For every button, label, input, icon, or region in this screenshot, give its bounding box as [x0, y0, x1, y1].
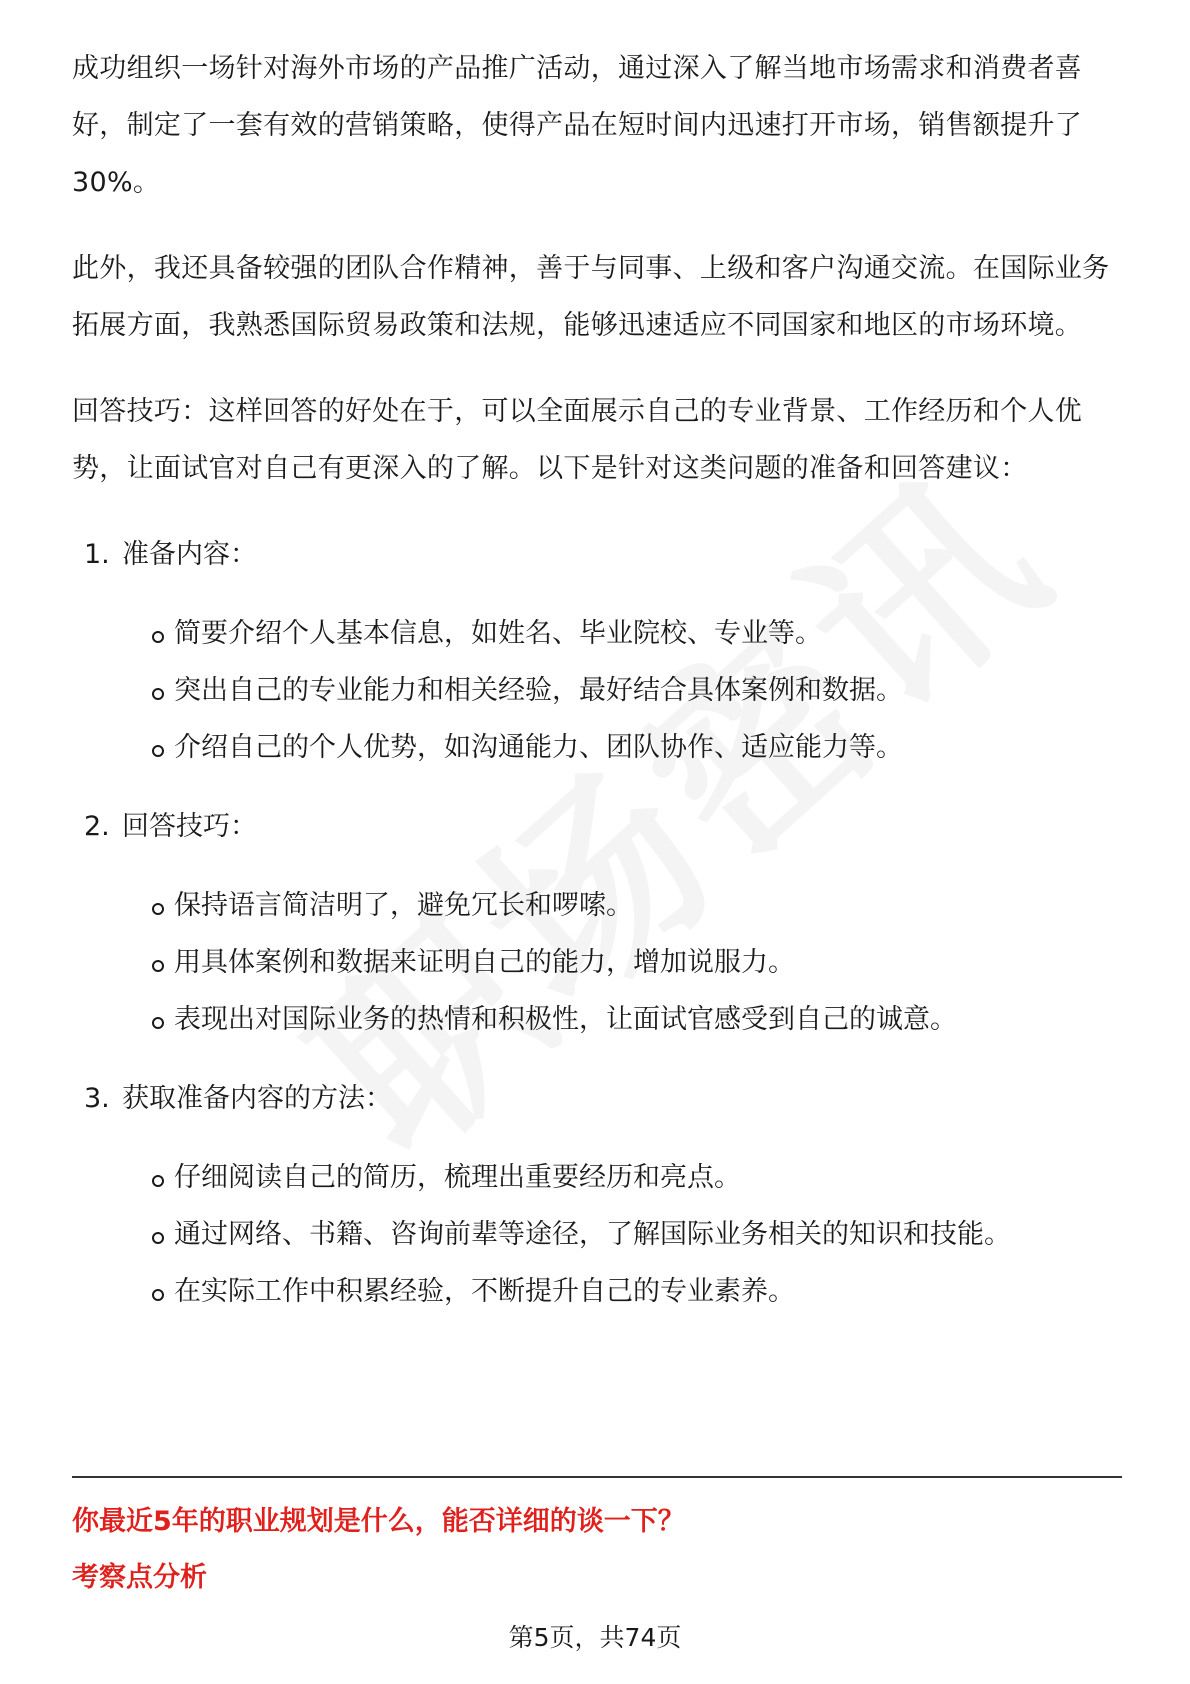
bullet-list	[72, 1149, 1122, 1320]
list-item: 简要介绍个人基本信息，如姓名、毕业院校、专业等。	[72, 605, 1122, 662]
section-title: 回答技巧：	[122, 811, 257, 842]
bullet-list	[72, 877, 1122, 1048]
list-item: 表现出对国际业务的热情和积极性，让面试官感受到自己的诚意。	[72, 991, 1122, 1048]
circle-bullet-icon	[152, 1017, 164, 1029]
section-heading	[84, 526, 1122, 583]
list-item: 在实际工作中积累经验，不断提升自己的专业素养。	[72, 1263, 1122, 1320]
circle-bullet-icon	[152, 903, 164, 915]
list-item: 仔细阅读自己的简历，梳理出重要经历和亮点。	[72, 1149, 1122, 1206]
section-number: 3.	[84, 1083, 110, 1114]
circle-bullet-icon	[152, 1232, 164, 1244]
section-preparation-methods	[72, 1070, 1122, 1320]
circle-bullet-icon	[152, 688, 164, 700]
list-item: 介绍自己的个人优势，如沟通能力、团队协作、适应能力等。	[72, 719, 1122, 776]
horizontal-divider	[72, 1476, 1122, 1478]
section-title: 获取准备内容的方法：	[122, 1083, 392, 1114]
circle-bullet-icon	[152, 1175, 164, 1187]
list-item: 通过网络、书籍、咨询前辈等途径，了解国际业务相关的知识和技能。	[72, 1206, 1122, 1263]
section-number: 1.	[84, 539, 110, 570]
list-item: 保持语言简洁明了，避免冗长和啰嗦。	[72, 877, 1122, 934]
section-answer-tips	[72, 798, 1122, 1048]
section-heading	[84, 798, 1122, 855]
paragraph: 成功组织一场针对海外市场的产品推广活动，通过深入了解当地市场需求和消费者喜好，制定了一套有效的营销策略，使得产品在短时间内迅速打开市场，销售额提升了30%。	[72, 53, 1083, 198]
list-item: 突出自己的专业能力和相关经验，最好结合具体案例和数据。	[72, 662, 1122, 719]
circle-bullet-icon	[152, 631, 164, 643]
page-footer: 第5页，共74页	[508, 1623, 682, 1652]
next-question-heading: 你最近5年的职业规划是什么，能否详细的谈一下？	[72, 1506, 685, 1537]
analysis-heading: 考察点分析	[72, 1562, 207, 1593]
section-prepare-content	[72, 526, 1122, 776]
section-heading	[84, 1070, 1122, 1127]
bullet-list	[72, 605, 1122, 776]
paragraph: 此外，我还具备较强的团队合作精神，善于与同事、上级和客户沟通交流。在国际业务拓展方面，我熟悉国际贸易政策和法规，能够迅速适应不同国家和地区的市场环境。	[72, 253, 1110, 341]
document-body	[72, 40, 1122, 1342]
list-item: 用具体案例和数据来证明自己的能力，增加说服力。	[72, 934, 1122, 991]
paragraph: 回答技巧：这样回答的好处在于，可以全面展示自己的专业背景、工作经历和个人优势，让面试官对自己有更深入的了解。以下是针对这类问题的准备和回答建议：	[72, 396, 1083, 484]
section-title: 准备内容：	[122, 539, 257, 570]
circle-bullet-icon	[152, 1289, 164, 1301]
section-number: 2.	[84, 811, 110, 842]
circle-bullet-icon	[152, 745, 164, 757]
circle-bullet-icon	[152, 960, 164, 972]
